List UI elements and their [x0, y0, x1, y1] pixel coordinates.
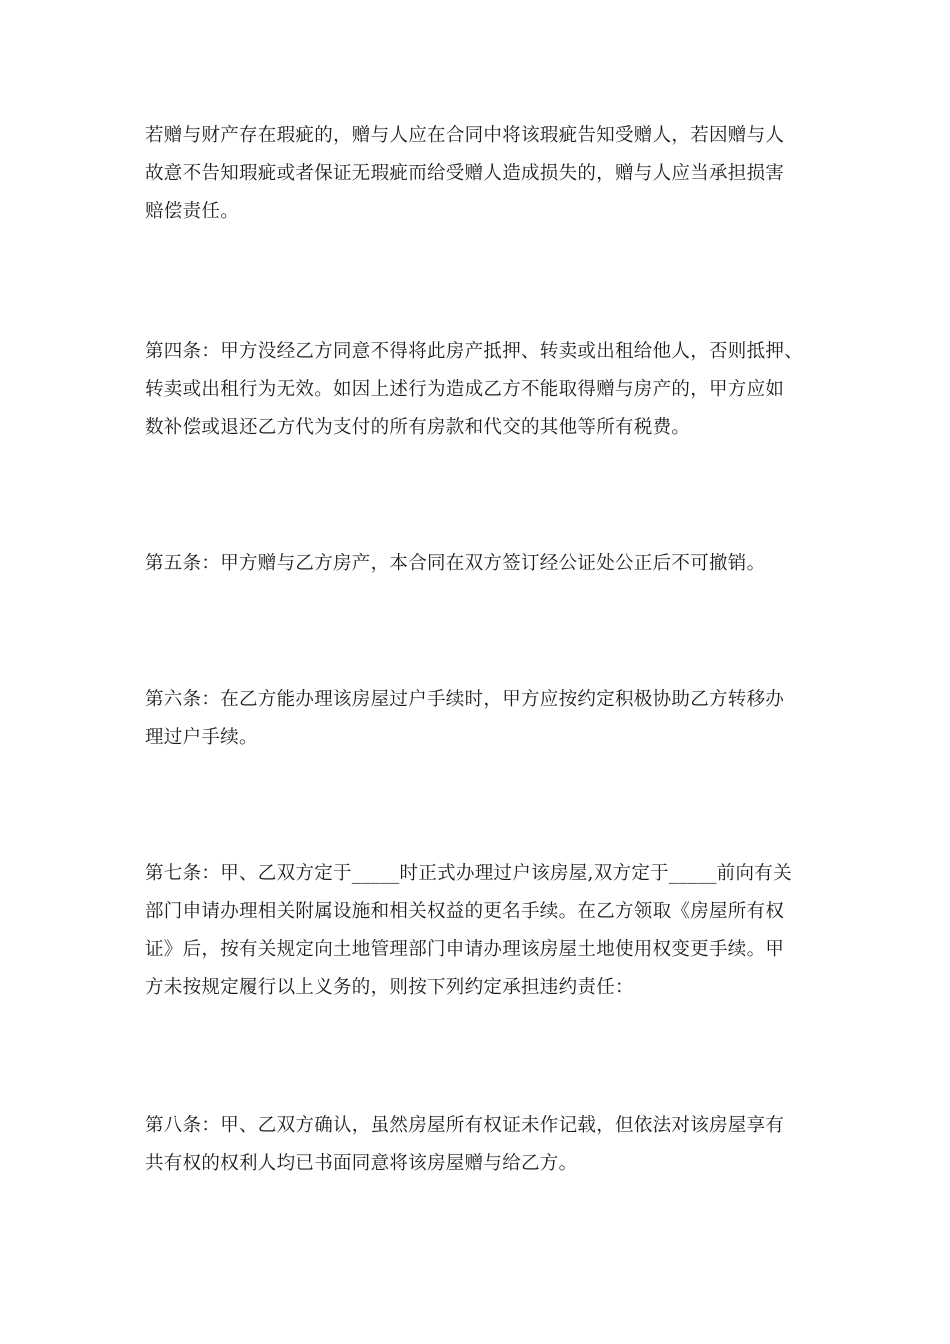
paragraph-line: 理过户手续。: [145, 727, 258, 748]
paragraph-line: 故意不告知瑕疵或者保证无瑕疵而给受赠人造成损失的，赠与人应当承担损害: [145, 163, 785, 184]
paragraph-line: 转卖或出租行为无效。如因上述行为造成乙方不能取得赠与房产的，甲方应如: [145, 379, 785, 400]
paragraph-article-8: [145, 1107, 810, 1183]
paragraph-line: 共有权的权利人均已书面同意将该房屋赠与给乙方。: [145, 1153, 578, 1174]
paragraph-article-7: [145, 855, 810, 1007]
paragraph-article-5: [145, 545, 810, 583]
paragraph-line: 赔偿责任。: [145, 201, 240, 222]
paragraph-line: 证》后，按有关规定向土地管理部门申请办理该房屋土地使用权变更手续。甲: [145, 939, 785, 960]
paragraph-line: 第五条：甲方赠与乙方房产，本合同在双方签订经公证处公正后不可撤销。: [145, 553, 766, 574]
paragraph-article-4: [145, 333, 810, 447]
paragraph-article-6: [145, 681, 810, 757]
paragraph-line: 部门申请办理相关附属设施和相关权益的更名手续。在乙方领取《房屋所有权: [145, 901, 785, 922]
paragraph-line: 第六条：在乙方能办理该房屋过户手续时，甲方应按约定积极协助乙方转移办: [145, 689, 785, 710]
paragraph-line: 数补偿或退还乙方代为支付的所有房款和代交的其他等所有税费。: [145, 417, 691, 438]
paragraph-line: 第八条：甲、乙双方确认，虽然房屋所有权证未作记载，但依法对该房屋享有: [145, 1115, 785, 1136]
paragraph-defect-liability: [145, 117, 810, 231]
paragraph-line: 第四条：甲方没经乙方同意不得将此房产抵押、转卖或出租给他人，否则抵押、: [145, 341, 804, 362]
paragraph-line: 方未按规定履行以上义务的，则按下列约定承担违约责任：: [145, 977, 634, 998]
paragraph-line: 第七条：甲、乙双方定于_____时正式办理过户该房屋,双方定于_____前向有关: [145, 863, 792, 884]
paragraph-line: 若赠与财产存在瑕疵的，赠与人应在合同中将该瑕疵告知受赠人，若因赠与人: [145, 125, 785, 146]
